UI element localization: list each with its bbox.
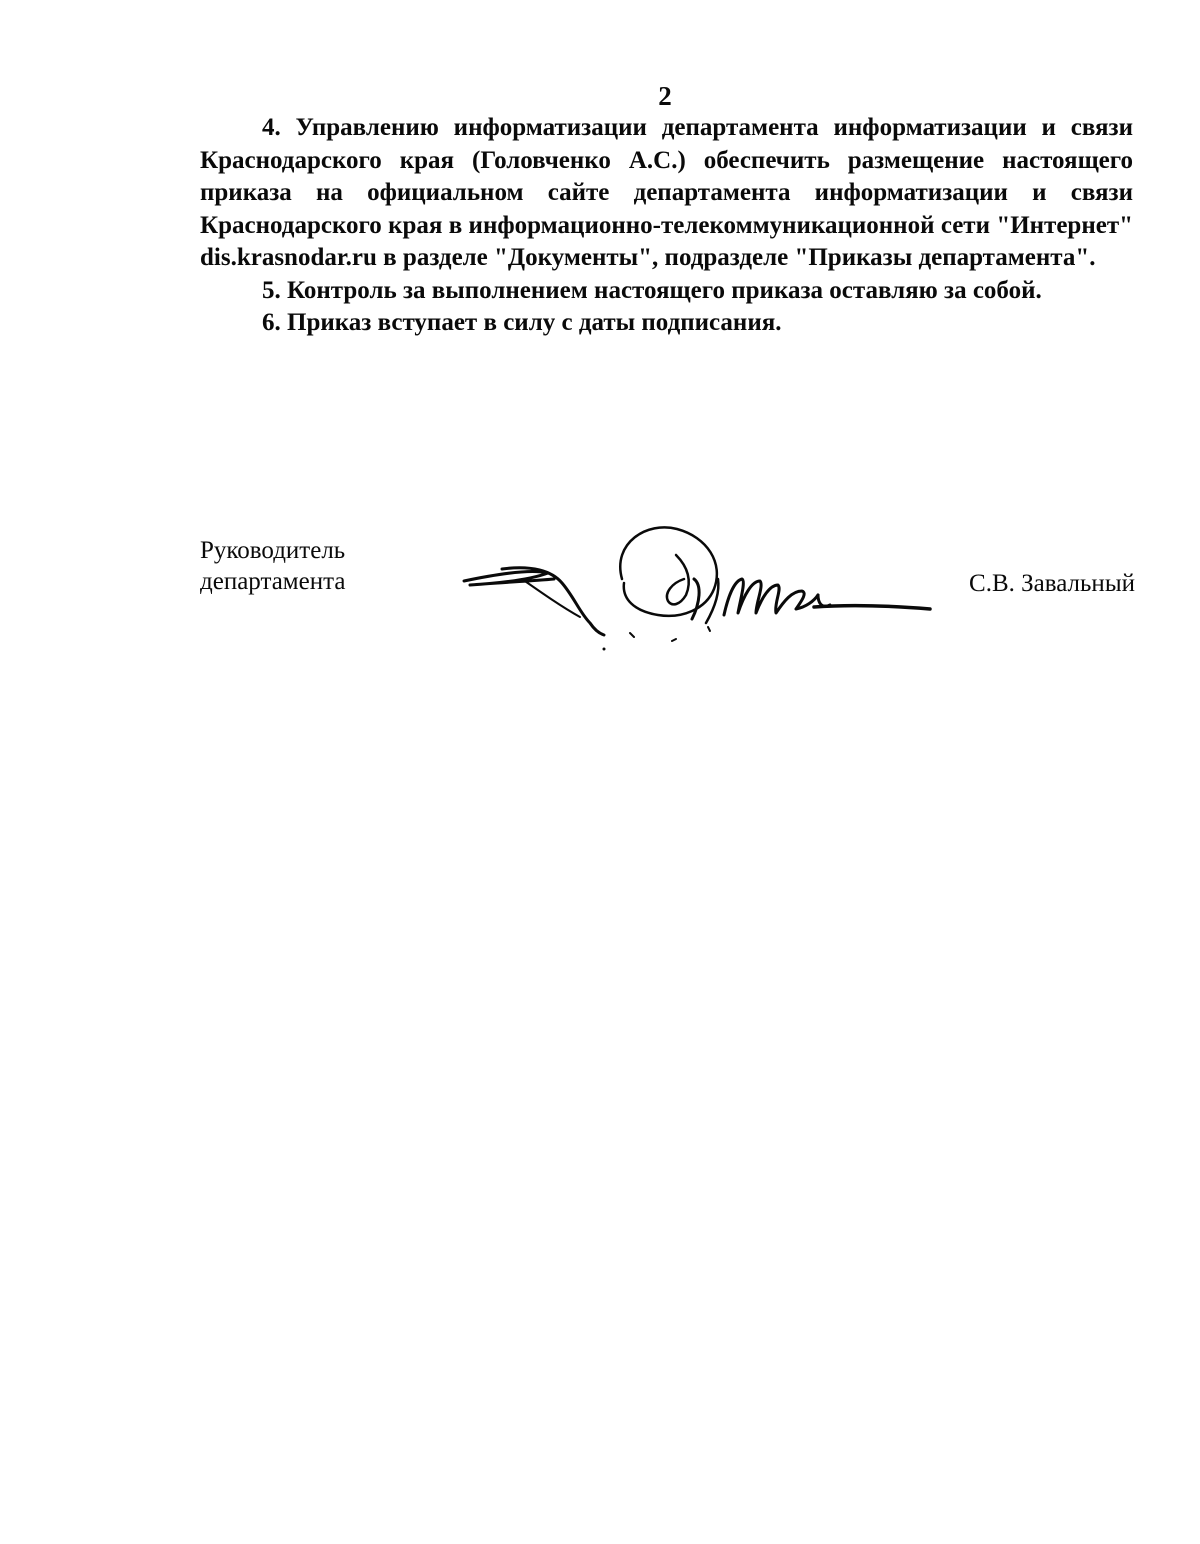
signer-position-line1: Руководитель (200, 537, 346, 564)
page-number: 2 (658, 81, 672, 111)
paragraph-6: 6. Приказ вступает в силу с даты подписания. (262, 309, 782, 336)
signer-name: С.В. Завальный (969, 570, 1135, 597)
handwritten-signature-icon (462, 523, 932, 653)
document-body (200, 112, 1133, 340)
signer-position-line2: департамента (200, 568, 346, 595)
signer-position (200, 535, 345, 597)
paragraph-5: 5. Контроль за выполнением настоящего приказа оставляю за собой. (262, 276, 1042, 304)
paragraph-4: 4. Управлению информатизации департамента информатизации и связи Краснодарского края (Головченко А.С.) обеспечить размещение настоящего приказа на официальном сайте департамента информатизации и связи Краснодарского края в информационно-телекоммуникационной сети "Интернет" dis.krasnodar.ru в разделе "Документы", подразделе "Приказы департамента". (200, 114, 1133, 271)
signature-block (200, 535, 1135, 655)
